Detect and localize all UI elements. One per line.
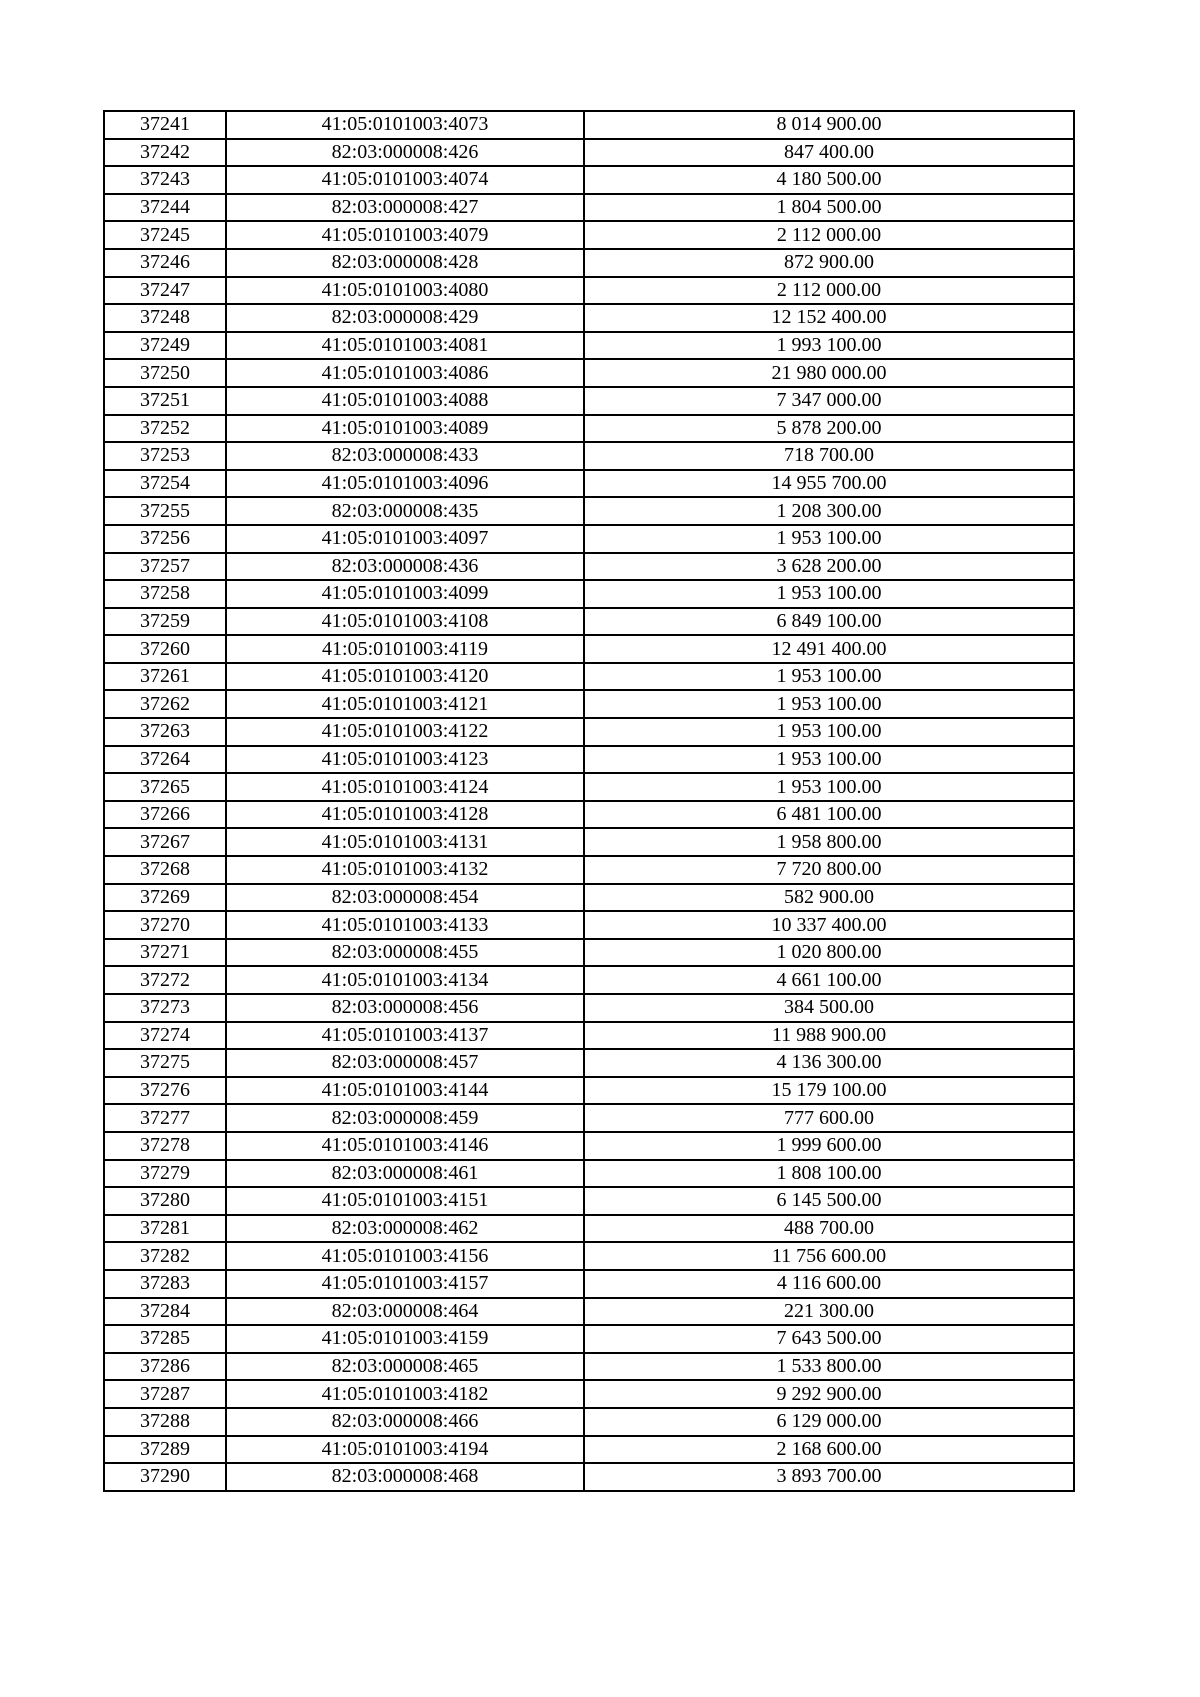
row-number-cell: 37249 — [104, 332, 226, 360]
cadastral-number-cell: 82:03:000008:465 — [226, 1353, 584, 1381]
row-number-cell: 37275 — [104, 1049, 226, 1077]
cadastral-number-cell: 82:03:000008:433 — [226, 442, 584, 470]
table-row — [104, 249, 1074, 277]
table-row — [104, 277, 1074, 305]
table-row — [104, 470, 1074, 498]
cadastral-value-cell: 1 953 100.00 — [584, 690, 1074, 718]
table-row — [104, 884, 1074, 912]
cadastral-number-cell: 41:05:0101003:4151 — [226, 1187, 584, 1215]
cadastral-number-cell: 82:03:000008:427 — [226, 194, 584, 222]
cadastral-number-cell: 41:05:0101003:4119 — [226, 635, 584, 663]
cadastral-value-cell: 4 136 300.00 — [584, 1049, 1074, 1077]
table-row — [104, 801, 1074, 829]
row-number-cell: 37270 — [104, 911, 226, 939]
row-number-cell: 37288 — [104, 1408, 226, 1436]
cadastral-value-cell: 1 533 800.00 — [584, 1353, 1074, 1381]
cadastral-value-cell: 6 849 100.00 — [584, 608, 1074, 636]
cadastral-number-cell: 82:03:000008:459 — [226, 1104, 584, 1132]
row-number-cell: 37258 — [104, 580, 226, 608]
cadastral-number-cell: 82:03:000008:426 — [226, 139, 584, 167]
table-row — [104, 1408, 1074, 1436]
row-number-cell: 37269 — [104, 884, 226, 912]
row-number-cell: 37263 — [104, 718, 226, 746]
row-number-cell: 37272 — [104, 966, 226, 994]
table-row — [104, 608, 1074, 636]
row-number-cell: 37241 — [104, 111, 226, 139]
row-number-cell: 37257 — [104, 553, 226, 581]
row-number-cell: 37277 — [104, 1104, 226, 1132]
table-row — [104, 387, 1074, 415]
table-row — [104, 166, 1074, 194]
cadastral-value-cell: 6 481 100.00 — [584, 801, 1074, 829]
cadastral-number-cell: 41:05:0101003:4134 — [226, 966, 584, 994]
cadastral-value-cell: 6 145 500.00 — [584, 1187, 1074, 1215]
row-number-cell: 37285 — [104, 1325, 226, 1353]
cadastral-number-cell: 41:05:0101003:4081 — [226, 332, 584, 360]
cadastral-number-cell: 41:05:0101003:4182 — [226, 1380, 584, 1408]
cadastral-number-cell: 41:05:0101003:4079 — [226, 221, 584, 249]
cadastral-value-cell: 1 953 100.00 — [584, 746, 1074, 774]
cadastral-value-cell: 1 208 300.00 — [584, 497, 1074, 525]
table-row — [104, 304, 1074, 332]
cadastral-number-cell: 41:05:0101003:4132 — [226, 856, 584, 884]
row-number-cell: 37271 — [104, 939, 226, 967]
table-row — [104, 1160, 1074, 1188]
table-row — [104, 553, 1074, 581]
row-number-cell: 37283 — [104, 1270, 226, 1298]
cadastral-number-cell: 41:05:0101003:4156 — [226, 1242, 584, 1270]
cadastral-number-cell: 41:05:0101003:4080 — [226, 277, 584, 305]
table-row — [104, 746, 1074, 774]
row-number-cell: 37280 — [104, 1187, 226, 1215]
table-row — [104, 966, 1074, 994]
row-number-cell: 37279 — [104, 1160, 226, 1188]
cadastral-value-cell: 1 808 100.00 — [584, 1160, 1074, 1188]
row-number-cell: 37290 — [104, 1463, 226, 1491]
cadastral-number-cell: 41:05:0101003:4157 — [226, 1270, 584, 1298]
cadastral-number-cell: 41:05:0101003:4089 — [226, 415, 584, 443]
cadastral-number-cell: 82:03:000008:436 — [226, 553, 584, 581]
row-number-cell: 37256 — [104, 525, 226, 553]
cadastral-value-cell: 1 999 600.00 — [584, 1132, 1074, 1160]
cadastral-value-cell: 15 179 100.00 — [584, 1077, 1074, 1105]
cadastral-value-cell: 384 500.00 — [584, 994, 1074, 1022]
row-number-cell: 37262 — [104, 690, 226, 718]
table-body — [104, 111, 1074, 1491]
cadastral-number-cell: 41:05:0101003:4086 — [226, 359, 584, 387]
row-number-cell: 37246 — [104, 249, 226, 277]
table-row — [104, 332, 1074, 360]
row-number-cell: 37282 — [104, 1242, 226, 1270]
cadastral-value-cell: 10 337 400.00 — [584, 911, 1074, 939]
row-number-cell: 37266 — [104, 801, 226, 829]
cadastral-value-cell: 718 700.00 — [584, 442, 1074, 470]
cadastral-number-cell: 41:05:0101003:4146 — [226, 1132, 584, 1160]
table-row — [104, 1132, 1074, 1160]
row-number-cell: 37253 — [104, 442, 226, 470]
cadastral-value-cell: 11 988 900.00 — [584, 1022, 1074, 1050]
row-number-cell: 37281 — [104, 1215, 226, 1243]
cadastral-value-cell: 4 180 500.00 — [584, 166, 1074, 194]
cadastral-number-cell: 41:05:0101003:4194 — [226, 1436, 584, 1464]
cadastral-value-table — [103, 110, 1075, 1492]
row-number-cell: 37250 — [104, 359, 226, 387]
table-row — [104, 718, 1074, 746]
table-row — [104, 139, 1074, 167]
row-number-cell: 37268 — [104, 856, 226, 884]
cadastral-number-cell: 82:03:000008:455 — [226, 939, 584, 967]
cadastral-number-cell: 41:05:0101003:4097 — [226, 525, 584, 553]
cadastral-number-cell: 41:05:0101003:4099 — [226, 580, 584, 608]
cadastral-value-cell: 12 491 400.00 — [584, 635, 1074, 663]
table-row — [104, 1049, 1074, 1077]
cadastral-number-cell: 41:05:0101003:4074 — [226, 166, 584, 194]
cadastral-number-cell: 41:05:0101003:4159 — [226, 1325, 584, 1353]
cadastral-value-cell: 6 129 000.00 — [584, 1408, 1074, 1436]
table-row — [104, 194, 1074, 222]
cadastral-number-cell: 41:05:0101003:4137 — [226, 1022, 584, 1050]
cadastral-number-cell: 82:03:000008:466 — [226, 1408, 584, 1436]
cadastral-value-cell: 3 628 200.00 — [584, 553, 1074, 581]
row-number-cell: 37276 — [104, 1077, 226, 1105]
table-row — [104, 939, 1074, 967]
cadastral-number-cell: 82:03:000008:435 — [226, 497, 584, 525]
row-number-cell: 37273 — [104, 994, 226, 1022]
cadastral-value-cell: 1 953 100.00 — [584, 663, 1074, 691]
table-row — [104, 1022, 1074, 1050]
cadastral-value-cell: 4 661 100.00 — [584, 966, 1074, 994]
table-row — [104, 1077, 1074, 1105]
row-number-cell: 37248 — [104, 304, 226, 332]
table-row — [104, 359, 1074, 387]
row-number-cell: 37244 — [104, 194, 226, 222]
row-number-cell: 37261 — [104, 663, 226, 691]
table-row — [104, 111, 1074, 139]
table-row — [104, 580, 1074, 608]
row-number-cell: 37243 — [104, 166, 226, 194]
row-number-cell: 37286 — [104, 1353, 226, 1381]
table-row — [104, 994, 1074, 1022]
cadastral-number-cell: 82:03:000008:461 — [226, 1160, 584, 1188]
cadastral-number-cell: 82:03:000008:462 — [226, 1215, 584, 1243]
cadastral-value-cell: 7 347 000.00 — [584, 387, 1074, 415]
row-number-cell: 37274 — [104, 1022, 226, 1050]
row-number-cell: 37287 — [104, 1380, 226, 1408]
row-number-cell: 37260 — [104, 635, 226, 663]
cadastral-value-cell: 1 958 800.00 — [584, 828, 1074, 856]
cadastral-value-cell: 1 953 100.00 — [584, 525, 1074, 553]
table-row — [104, 1380, 1074, 1408]
cadastral-value-cell: 2 112 000.00 — [584, 221, 1074, 249]
cadastral-number-cell: 82:03:000008:428 — [226, 249, 584, 277]
cadastral-number-cell: 41:05:0101003:4144 — [226, 1077, 584, 1105]
cadastral-value-cell: 1 953 100.00 — [584, 718, 1074, 746]
cadastral-number-cell: 82:03:000008:454 — [226, 884, 584, 912]
table-row — [104, 1436, 1074, 1464]
cadastral-value-cell: 7 720 800.00 — [584, 856, 1074, 884]
cadastral-value-cell: 14 955 700.00 — [584, 470, 1074, 498]
row-number-cell: 37267 — [104, 828, 226, 856]
cadastral-value-cell: 7 643 500.00 — [584, 1325, 1074, 1353]
cadastral-value-cell: 2 112 000.00 — [584, 277, 1074, 305]
table-row — [104, 773, 1074, 801]
cadastral-value-cell: 488 700.00 — [584, 1215, 1074, 1243]
cadastral-value-cell: 4 116 600.00 — [584, 1270, 1074, 1298]
cadastral-number-cell: 82:03:000008:468 — [226, 1463, 584, 1491]
cadastral-number-cell: 82:03:000008:457 — [226, 1049, 584, 1077]
row-number-cell: 37252 — [104, 415, 226, 443]
row-number-cell: 37255 — [104, 497, 226, 525]
cadastral-number-cell: 41:05:0101003:4108 — [226, 608, 584, 636]
cadastral-number-cell: 41:05:0101003:4073 — [226, 111, 584, 139]
cadastral-number-cell: 82:03:000008:456 — [226, 994, 584, 1022]
cadastral-value-cell: 3 893 700.00 — [584, 1463, 1074, 1491]
cadastral-value-cell: 1 993 100.00 — [584, 332, 1074, 360]
cadastral-value-cell: 777 600.00 — [584, 1104, 1074, 1132]
table-row — [104, 1325, 1074, 1353]
row-number-cell: 37259 — [104, 608, 226, 636]
cadastral-value-cell: 11 756 600.00 — [584, 1242, 1074, 1270]
cadastral-value-cell: 2 168 600.00 — [584, 1436, 1074, 1464]
table-row — [104, 497, 1074, 525]
row-number-cell: 37284 — [104, 1298, 226, 1326]
cadastral-value-cell: 1 953 100.00 — [584, 580, 1074, 608]
cadastral-value-cell: 847 400.00 — [584, 139, 1074, 167]
cadastral-value-cell: 12 152 400.00 — [584, 304, 1074, 332]
table-row — [104, 1215, 1074, 1243]
table-row — [104, 415, 1074, 443]
cadastral-value-cell: 1 020 800.00 — [584, 939, 1074, 967]
row-number-cell: 37242 — [104, 139, 226, 167]
table-row — [104, 828, 1074, 856]
cadastral-number-cell: 41:05:0101003:4128 — [226, 801, 584, 829]
table-row — [104, 1298, 1074, 1326]
table-row — [104, 1104, 1074, 1132]
row-number-cell: 37289 — [104, 1436, 226, 1464]
cadastral-value-cell: 9 292 900.00 — [584, 1380, 1074, 1408]
cadastral-number-cell: 41:05:0101003:4133 — [226, 911, 584, 939]
row-number-cell: 37278 — [104, 1132, 226, 1160]
cadastral-value-cell: 21 980 000.00 — [584, 359, 1074, 387]
table-row — [104, 911, 1074, 939]
row-number-cell: 37264 — [104, 746, 226, 774]
table-row — [104, 442, 1074, 470]
table-row — [104, 1270, 1074, 1298]
table-row — [104, 856, 1074, 884]
row-number-cell: 37251 — [104, 387, 226, 415]
cadastral-value-cell: 5 878 200.00 — [584, 415, 1074, 443]
row-number-cell: 37245 — [104, 221, 226, 249]
cadastral-value-cell: 872 900.00 — [584, 249, 1074, 277]
cadastral-number-cell: 41:05:0101003:4120 — [226, 663, 584, 691]
cadastral-number-cell: 41:05:0101003:4124 — [226, 773, 584, 801]
table-row — [104, 663, 1074, 691]
cadastral-number-cell: 41:05:0101003:4088 — [226, 387, 584, 415]
table-row — [104, 1463, 1074, 1491]
cadastral-number-cell: 41:05:0101003:4131 — [226, 828, 584, 856]
cadastral-number-cell: 41:05:0101003:4096 — [226, 470, 584, 498]
row-number-cell: 37254 — [104, 470, 226, 498]
table-row — [104, 221, 1074, 249]
table-row — [104, 635, 1074, 663]
cadastral-number-cell: 82:03:000008:464 — [226, 1298, 584, 1326]
cadastral-number-cell: 82:03:000008:429 — [226, 304, 584, 332]
cadastral-number-cell: 41:05:0101003:4121 — [226, 690, 584, 718]
cadastral-value-cell: 582 900.00 — [584, 884, 1074, 912]
cadastral-number-cell: 41:05:0101003:4123 — [226, 746, 584, 774]
row-number-cell: 37265 — [104, 773, 226, 801]
table-row — [104, 1353, 1074, 1381]
cadastral-value-cell: 1 804 500.00 — [584, 194, 1074, 222]
row-number-cell: 37247 — [104, 277, 226, 305]
table-row — [104, 690, 1074, 718]
table-row — [104, 1187, 1074, 1215]
cadastral-number-cell: 41:05:0101003:4122 — [226, 718, 584, 746]
table-row — [104, 525, 1074, 553]
table-row — [104, 1242, 1074, 1270]
cadastral-value-cell: 221 300.00 — [584, 1298, 1074, 1326]
cadastral-value-cell: 1 953 100.00 — [584, 773, 1074, 801]
cadastral-value-cell: 8 014 900.00 — [584, 111, 1074, 139]
